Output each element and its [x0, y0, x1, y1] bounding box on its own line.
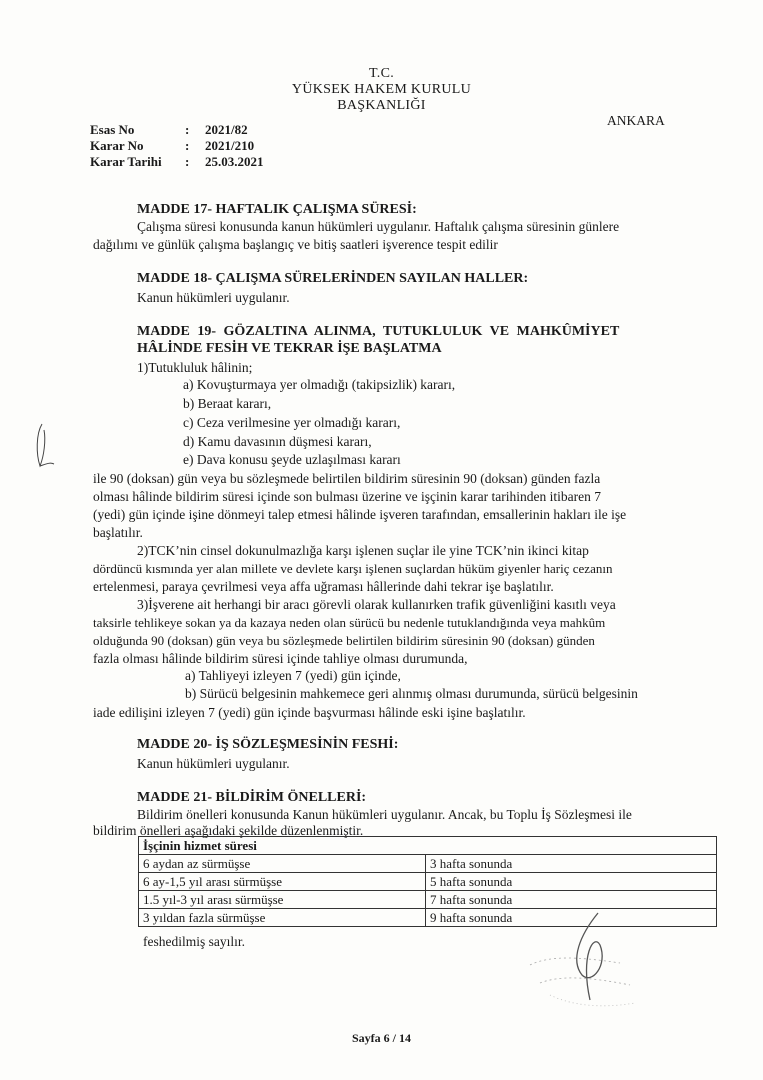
- table-cell-duration: 6 aydan az sürmüşse: [139, 855, 426, 873]
- article-17-line1: Çalışma süresi konusunda kanun hükümleri uygulanır. Haftalık çalışma süresinin günlere: [137, 219, 620, 234]
- article-19-item-a: a) Kovuşturmaya yer olmadığı (takipsizlik) kararı,: [183, 377, 456, 392]
- meta-sep: :: [185, 154, 190, 169]
- table-cell-notice: 3 hafta sonunda: [426, 855, 717, 873]
- article-18-line1: Kanun hükümleri uygulanır.: [137, 290, 290, 305]
- meta-label: Esas No: [90, 122, 135, 137]
- meta-value: 2021/210: [205, 138, 255, 153]
- article-21-title: MADDE 21- BİLDİRİM ÖNELLERİ:: [137, 790, 367, 805]
- table-cell-duration: 1.5 yıl-3 yıl arası sürmüşse: [139, 891, 426, 909]
- meta-sep: :: [185, 138, 190, 153]
- article-19-item-b: b) Beraat kararı,: [183, 396, 272, 411]
- article-21-line2: bildirim önelleri aşağıdaki şekilde düzenlenmiştir.: [93, 823, 364, 838]
- article-18-title: MADDE 18- ÇALIŞMA SÜRELERİNDEN SAYILAN HALLER:: [137, 271, 529, 286]
- meta-esas: [90, 122, 350, 138]
- article-20-line1: Kanun hükümleri uygulanır.: [137, 756, 290, 771]
- meta-sep: :: [185, 122, 190, 137]
- table-cell-duration: 6 ay-1,5 yıl arası sürmüşse: [139, 873, 426, 891]
- article-19-title-1: MADDE 19- GÖZALTINA ALINMA, TUTUKLULUK VE MAHKÛMİYET: [137, 324, 620, 339]
- article-19-p1b-line1: ile 90 (doksan) gün veya bu sözleşmede belirtilen bildirim süresinin 90 (doksan) günden fazla: [93, 471, 601, 486]
- table-row: [139, 873, 717, 891]
- table-row: [139, 855, 717, 873]
- article-19-p2-line2: dördüncü kısmında yer alan millete ve devlete karşı işlenen suçlardan hüküm giyenler hariç cezanın: [93, 561, 613, 576]
- city-label: ANKARA: [607, 113, 665, 128]
- article-19-title-2: HÂLİNDE FESİH VE TEKRAR İŞE BAŞLATMA: [137, 341, 442, 356]
- handwritten-margin-mark: [28, 420, 58, 472]
- article-19-item-c: c) Ceza verilmesine yer olmadığı kararı,: [183, 415, 401, 430]
- article-19-p3-line4: fazla olması hâlinde bildirim süresi içinde tahliye olması durumunda,: [93, 651, 468, 666]
- meta-label: Karar No: [90, 138, 144, 153]
- header-department: BAŞKANLIĞI: [337, 98, 426, 113]
- article-19-p3-line3: olduğunda 90 (doksan) gün veya bu sözleşmede belirtilen bildirim süresinin 90 (doksan) günden: [93, 633, 595, 648]
- table-cell-notice: 9 hafta sonunda: [426, 909, 717, 927]
- article-19-p2-line3: ertelenmesi, paraya çevrilmesi veya affa uğraması hâllerinde dahi tekrar işe başlatılır.: [93, 579, 554, 594]
- article-19-p3-item-b-line1: b) Sürücü belgesinin mahkemece geri alınmış olması durumunda, sürücü belgesinin: [185, 686, 638, 701]
- article-19-p3-line2: taksirle tehlikeye sokan ya da kazaya neden olan sürücü bu nedenle tutuklandığında veya mahkûm: [93, 615, 606, 630]
- signature-stamp: [520, 905, 650, 1020]
- article-19-item-d: d) Kamu davasının düşmesi kararı,: [183, 434, 372, 449]
- article-21-line1: Bildirim önelleri konusunda Kanun hükümleri uygulanır. Ancak, bu Toplu İş Sözleşmesi ile: [137, 807, 632, 822]
- article-17-title: MADDE 17- HAFTALIK ÇALIŞMA SÜRESİ:: [137, 202, 417, 217]
- page-number: Sayfa 6 / 14: [351, 1031, 411, 1045]
- meta-label: Karar Tarihi: [90, 154, 162, 169]
- header-tc: T.C.: [368, 66, 395, 81]
- article-19-p1b-line4: başlatılır.: [93, 525, 143, 540]
- article-19-p1b-line3: (yedi) gün içinde işine dönmeyi talep etmesi hâlinde işveren tarafından, emsallerinin hakları ile işe: [93, 507, 627, 522]
- meta-karar: [90, 138, 350, 154]
- meta-tarih: [90, 154, 350, 170]
- table-cell-duration: 3 yıldan fazla sürmüşse: [139, 909, 426, 927]
- article-19-p3-item-a: a) Tahliyeyi izleyen 7 (yedi) gün içinde,: [185, 668, 401, 683]
- article-21-after-table: feshedilmiş sayılır.: [143, 934, 245, 949]
- article-19-p2-line1: 2)TCK’nin cinsel dokunulmazlığa karşı işlenen suçlar ile yine TCK’nin ikinci kitap: [137, 543, 589, 558]
- article-19-p1b-line2: olması hâlinde bildirim süresi içinde son bulması üzerine ve işçinin karar tarihinden itibaren 7: [93, 489, 601, 504]
- meta-value: 25.03.2021: [205, 154, 264, 169]
- article-19-p3-line1: 3)İşverene ait herhangi bir aracı görevli olarak kullanırken trafik güvenliğini kasıtlı veya: [137, 597, 616, 612]
- meta-value: 2021/82: [205, 122, 248, 137]
- header-institution: YÜKSEK HAKEM KURULU: [291, 82, 472, 97]
- article-19-p3-item-b-line2: iade edilişini izleyen 7 (yedi) gün içinde başvurması hâlinde eski işine başlatılır.: [93, 705, 526, 720]
- article-19-p1: 1)Tutukluluk hâlinin;: [137, 360, 253, 375]
- article-17-line2: dağılımı ve günlük çalışma başlangıç ve bitiş saatleri işverence tespit edilir: [93, 237, 498, 252]
- table-cell-notice: 5 hafta sonunda: [426, 873, 717, 891]
- table-cell-notice: 7 hafta sonunda: [426, 891, 717, 909]
- table-header-row: [139, 837, 717, 855]
- article-19-item-e: e) Dava konusu şeyde uzlaşılması kararı: [183, 452, 401, 467]
- article-20-title: MADDE 20- İŞ SÖZLEŞMESİNİN FESHİ:: [137, 737, 399, 752]
- table-header-cell: İşçinin hizmet süresi: [139, 837, 717, 855]
